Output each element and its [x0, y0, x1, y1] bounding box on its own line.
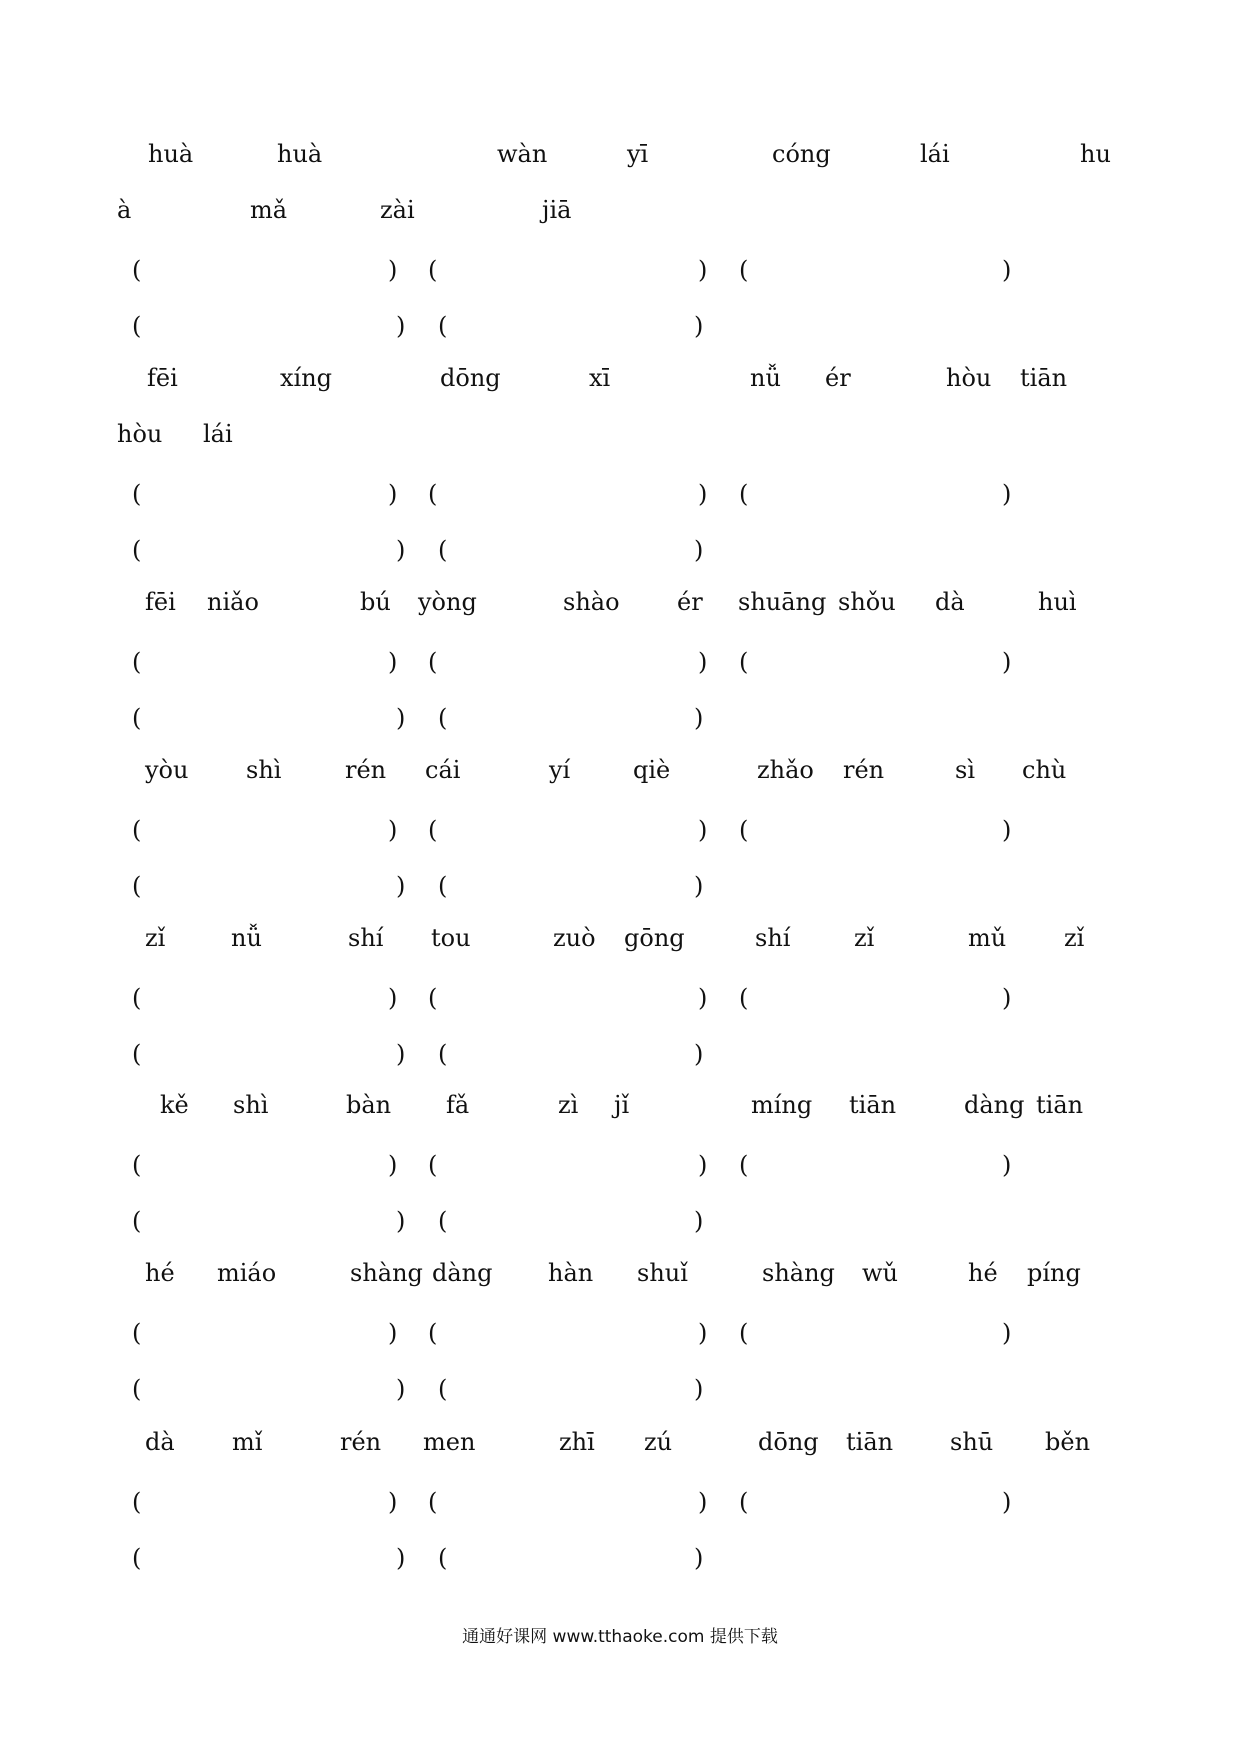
pinyin-word: fēi: [145, 588, 176, 616]
pinyin-word: jǐ: [614, 1091, 630, 1119]
answer-paren-open: (: [132, 1319, 142, 1347]
answer-paren-close: ): [694, 872, 704, 900]
pinyin-word: shū: [950, 1428, 994, 1456]
pinyin-word: lái: [920, 140, 950, 168]
pinyin-word: jiā: [542, 196, 572, 224]
answer-paren-close: ): [698, 1151, 708, 1179]
pinyin-word: zú: [644, 1428, 673, 1456]
pinyin-word: shàng: [762, 1259, 835, 1287]
pinyin-word: píng: [1027, 1259, 1081, 1287]
answer-paren-close: ): [698, 1319, 708, 1347]
answer-paren-open: (: [132, 1207, 142, 1235]
answer-paren-open: (: [428, 984, 438, 1012]
answer-paren-open: (: [438, 1207, 448, 1235]
pinyin-word: gōng: [624, 924, 685, 952]
pinyin-word: zǐ: [854, 924, 875, 952]
pinyin-word: zì: [558, 1091, 579, 1119]
answer-paren-close: ): [1002, 816, 1012, 844]
answer-paren-close: ): [698, 1488, 708, 1516]
answer-paren-close: ): [388, 480, 398, 508]
pinyin-word: tiān: [1020, 364, 1068, 392]
pinyin-word: nǚ: [750, 364, 781, 392]
answer-paren-open: (: [428, 480, 438, 508]
pinyin-word: hé: [968, 1259, 998, 1287]
answer-paren-close: ): [694, 312, 704, 340]
answer-paren-close: ): [396, 704, 406, 732]
answer-paren-close: ): [388, 1488, 398, 1516]
answer-paren-open: (: [428, 256, 438, 284]
answer-paren-close: ): [694, 1207, 704, 1235]
pinyin-word: bú: [360, 588, 391, 616]
answer-paren-open: (: [428, 1488, 438, 1516]
answer-paren-close: ): [388, 816, 398, 844]
pinyin-word: tiān: [849, 1091, 897, 1119]
pinyin-word: bàn: [346, 1091, 392, 1119]
answer-paren-close: ): [396, 1375, 406, 1403]
pinyin-word: men: [423, 1428, 476, 1456]
pinyin-word: míng: [751, 1091, 813, 1119]
answer-paren-open: (: [132, 1544, 142, 1572]
pinyin-word: zài: [380, 196, 415, 224]
pinyin-word: rén: [345, 756, 387, 784]
pinyin-word: niǎo: [207, 588, 259, 616]
pinyin-word: shào: [563, 588, 620, 616]
answer-paren-close: ): [388, 1319, 398, 1347]
pinyin-word: hòu: [117, 420, 163, 448]
answer-paren-open: (: [132, 984, 142, 1012]
pinyin-word: shàng: [350, 1259, 423, 1287]
pinyin-word: rén: [843, 756, 885, 784]
pinyin-word: rén: [340, 1428, 382, 1456]
answer-paren-open: (: [739, 1319, 749, 1347]
answer-paren-open: (: [132, 1488, 142, 1516]
answer-paren-open: (: [132, 816, 142, 844]
pinyin-word: shuǐ: [637, 1259, 688, 1287]
pinyin-word: dōng: [440, 364, 501, 392]
answer-paren-close: ): [698, 256, 708, 284]
pinyin-word: zuò: [553, 924, 596, 952]
pinyin-word: mǐ: [232, 1428, 263, 1456]
pinyin-word: xíng: [280, 364, 333, 392]
answer-paren-open: (: [438, 1040, 448, 1068]
pinyin-word: lái: [203, 420, 233, 448]
pinyin-word: sì: [955, 756, 975, 784]
pinyin-word: wàn: [497, 140, 548, 168]
pinyin-word: fǎ: [446, 1091, 470, 1119]
pinyin-word: hòu: [946, 364, 992, 392]
answer-paren-open: (: [739, 1151, 749, 1179]
pinyin-word: miáo: [217, 1259, 277, 1287]
answer-paren-close: ): [694, 1040, 704, 1068]
answer-paren-open: (: [739, 816, 749, 844]
pinyin-word: cái: [425, 756, 461, 784]
pinyin-word: hé: [145, 1259, 175, 1287]
answer-paren-close: ): [396, 1040, 406, 1068]
answer-paren-close: ): [1002, 1319, 1012, 1347]
answer-paren-open: (: [739, 256, 749, 284]
answer-paren-open: (: [428, 648, 438, 676]
pinyin-word: shì: [246, 756, 282, 784]
answer-paren-close: ): [694, 1544, 704, 1572]
answer-paren-open: (: [438, 312, 448, 340]
answer-paren-close: ): [396, 1207, 406, 1235]
pinyin-word: huì: [1038, 588, 1077, 616]
answer-paren-close: ): [1002, 1488, 1012, 1516]
answer-paren-open: (: [132, 256, 142, 284]
answer-paren-open: (: [132, 480, 142, 508]
pinyin-word: nǚ: [231, 924, 262, 952]
answer-paren-close: ): [388, 984, 398, 1012]
pinyin-word: hàn: [548, 1259, 594, 1287]
answer-paren-open: (: [132, 536, 142, 564]
answer-paren-open: (: [132, 312, 142, 340]
answer-paren-close: ): [694, 536, 704, 564]
pinyin-word: wǔ: [862, 1259, 898, 1287]
pinyin-word: yòng: [418, 588, 477, 616]
pinyin-word: à: [117, 196, 132, 224]
pinyin-word: shí: [348, 924, 384, 952]
pinyin-word: shǒu: [838, 588, 896, 616]
pinyin-word: ér: [677, 588, 703, 616]
pinyin-word: fēi: [147, 364, 178, 392]
pinyin-word: shuāng: [738, 588, 827, 616]
pinyin-word: huà: [277, 140, 323, 168]
pinyin-word: zhī: [559, 1428, 595, 1456]
answer-paren-close: ): [396, 536, 406, 564]
answer-paren-close: ): [396, 1544, 406, 1572]
answer-paren-close: ): [694, 704, 704, 732]
pinyin-word: yí: [549, 756, 571, 784]
pinyin-word: tiān: [846, 1428, 894, 1456]
answer-paren-close: ): [698, 816, 708, 844]
pinyin-word: běn: [1045, 1428, 1091, 1456]
answer-paren-open: (: [739, 1488, 749, 1516]
answer-paren-close: ): [396, 312, 406, 340]
answer-paren-open: (: [438, 704, 448, 732]
answer-paren-open: (: [132, 1040, 142, 1068]
pinyin-word: shì: [233, 1091, 269, 1119]
answer-paren-open: (: [428, 1151, 438, 1179]
answer-paren-close: ): [1002, 1151, 1012, 1179]
answer-paren-open: (: [739, 480, 749, 508]
footer-credit: 通通好课网 www.tthaoke.com 提供下载: [462, 1627, 778, 1647]
pinyin-word: xī: [589, 364, 611, 392]
answer-paren-open: (: [132, 704, 142, 732]
answer-paren-close: ): [698, 648, 708, 676]
pinyin-word: tou: [431, 924, 471, 952]
answer-paren-close: ): [388, 1151, 398, 1179]
pinyin-word: hu: [1080, 140, 1111, 168]
pinyin-word: mǔ: [968, 924, 1007, 952]
answer-paren-open: (: [428, 1319, 438, 1347]
answer-paren-open: (: [438, 872, 448, 900]
answer-paren-open: (: [438, 1375, 448, 1403]
pinyin-word: qiè: [633, 756, 671, 784]
answer-paren-close: ): [1002, 256, 1012, 284]
answer-paren-close: ): [1002, 984, 1012, 1012]
answer-paren-close: ): [1002, 648, 1012, 676]
pinyin-word: shí: [755, 924, 791, 952]
pinyin-word: kě: [160, 1091, 189, 1119]
pinyin-word: chù: [1022, 756, 1067, 784]
answer-paren-close: ): [388, 648, 398, 676]
answer-paren-open: (: [739, 984, 749, 1012]
pinyin-word: yī: [627, 140, 649, 168]
answer-paren-open: (: [132, 872, 142, 900]
pinyin-word: yòu: [145, 756, 189, 784]
pinyin-word: zǐ: [145, 924, 166, 952]
answer-paren-close: ): [698, 480, 708, 508]
pinyin-word: cóng: [772, 140, 831, 168]
pinyin-word: huà: [148, 140, 194, 168]
answer-paren-close: ): [698, 984, 708, 1012]
answer-paren-close: ): [388, 256, 398, 284]
answer-paren-open: (: [132, 1151, 142, 1179]
answer-paren-open: (: [132, 648, 142, 676]
pinyin-word: dōng: [758, 1428, 819, 1456]
pinyin-word: dàng: [964, 1091, 1025, 1119]
pinyin-word: tiān: [1036, 1091, 1084, 1119]
answer-paren-open: (: [132, 1375, 142, 1403]
answer-paren-open: (: [428, 816, 438, 844]
answer-paren-open: (: [438, 536, 448, 564]
answer-paren-open: (: [438, 1544, 448, 1572]
pinyin-word: ér: [825, 364, 851, 392]
answer-paren-close: ): [396, 872, 406, 900]
answer-paren-open: (: [739, 648, 749, 676]
pinyin-word: dàng: [432, 1259, 493, 1287]
pinyin-word: dà: [935, 588, 965, 616]
pinyin-word: dà: [145, 1428, 175, 1456]
pinyin-word: zhǎo: [757, 756, 814, 784]
pinyin-word: zǐ: [1064, 924, 1085, 952]
pinyin-word: mǎ: [250, 196, 288, 224]
answer-paren-close: ): [1002, 480, 1012, 508]
answer-paren-close: ): [694, 1375, 704, 1403]
